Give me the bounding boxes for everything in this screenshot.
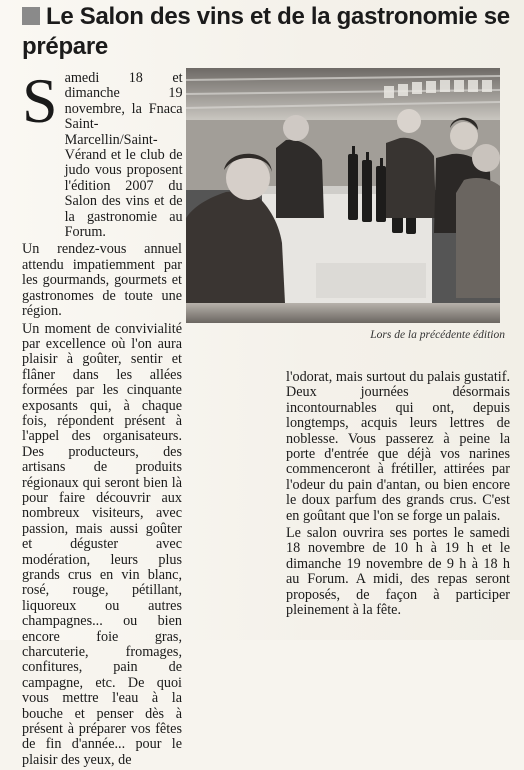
paragraph-3: Un moment de convivialité par excellence où l'on aura plaisir à goûter, sentir et flâner dans les allées formées par les cinquante exposants qui, à chaque fois, répondent présent à l'appel des organisateurs. Des producteurs, des artisans de produits régionaux qui seront bien là pour faire découvrir aux nombreux visiteurs, avec passion, mais aussi goûter et déguster avec modération, leurs plus grands crus en vin blanc, rosé, rouge, pétillant, liquoreux ou autres champagnes... ou bien encore foie gras, charcuterie, fromages, confitures, pain de campagne, etc. De quoi vous mettre l'eau à la bouche et penser dès à présent à préparer vos fêtes de fin d'année... pour le plaisir des yeux, de xyxy=(22,320,182,768)
article-title: Le Salon des vins et de la gastronomie se prépare xyxy=(22,3,510,60)
event-photo xyxy=(186,68,500,323)
title-bullet-square xyxy=(22,7,40,25)
right-paragraph-1: l'odorat, mais surtout du palais gustatif. Deux journées désormais incontournables qui ont, depuis longtemps, acquis leurs lettres de noblesse. Vous passerez à peine la porte d'entrée que déjà vos narines commenceront à frétiller, attirées par l'odeur du pain d'antan, ou bien encore le doux parfum des grands crus. C'est en goûtant que l'on se forge un palais. xyxy=(286,369,510,524)
right-paragraph-2: Le salon ouvrira ses portes le samedi 18 novembre de 10 h à 19 h et le dimanche 19 novembre de 9 h à 18 h au Forum. A midi, des repas seront proposés, de façon à participer pleinement à la fête. xyxy=(286,525,510,619)
photo-caption: Lors de la précédente édition xyxy=(370,329,505,341)
lead-paragraph: amedi 18 et dimanche 19 novembre, la Fnaca Saint-Marcellin/Saint-Vérand et le club de judo vous proposent l'édition 2007 du Salon des vins et de la gastronomie au Forum. xyxy=(64,70,183,241)
dropcap-letter: S xyxy=(22,65,58,136)
right-column xyxy=(286,370,510,621)
paragraph-2: Un rendez-vous annuel attendu impatiemment par les gourmands, gourmets et gastronomes de toute une région. xyxy=(22,241,182,320)
wine-fair-photo-illustration xyxy=(186,68,500,323)
